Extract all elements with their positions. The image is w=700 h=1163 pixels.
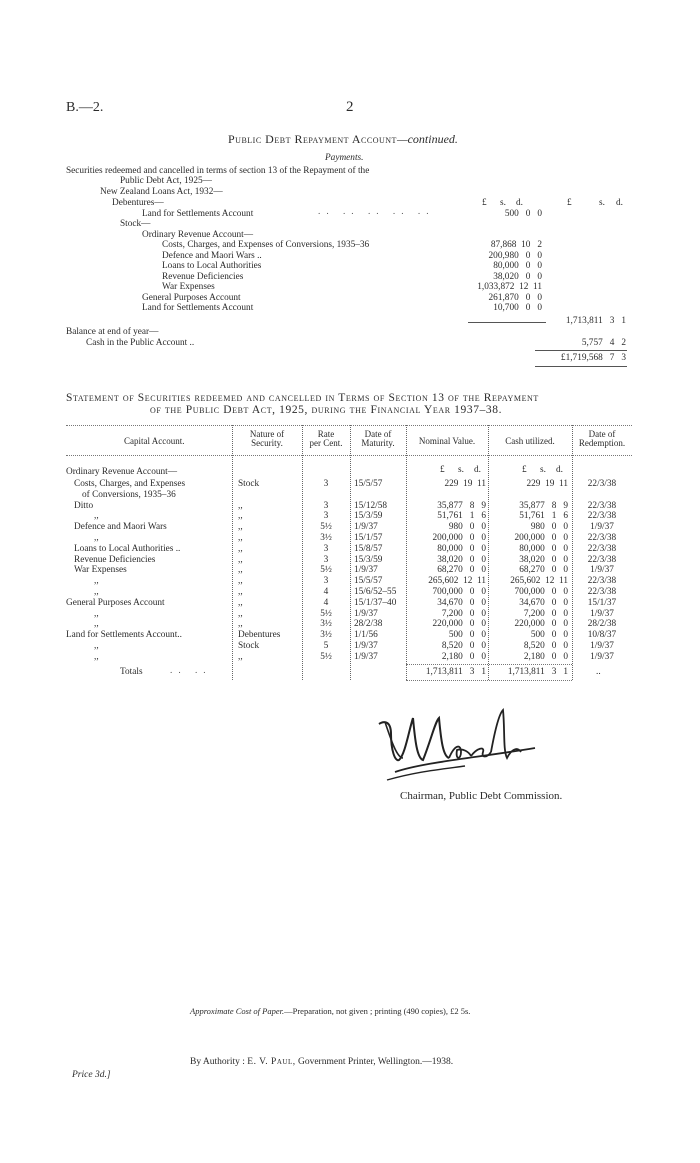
cell-redemption-date: 1/9/37 [590,651,614,662]
document-reference: B.—2. [66,100,104,115]
cell-cash-utilized: 68,270 0 0 [519,565,568,576]
cell-maturity: 15/3/59 [354,511,383,522]
cell-cash-utilized: 34,670 0 0 [519,597,568,608]
cell-capital-account: Ditto [74,500,94,511]
totals-redemption: .. [596,667,601,677]
table-top-rule [66,425,632,426]
header-capital-account: Capital Account. [124,436,185,446]
cell-rate: 4 [323,597,329,608]
cell-redemption-date: 22/3/38 [587,587,617,597]
cell-redemption-date: 22/3/38 [587,543,617,554]
cell-cash-utilized: 38,020 0 0 [519,554,568,565]
leader-dots: .. .. .. .. .. [318,207,435,217]
col-s-2: s. [599,198,605,208]
page-title [228,132,458,147]
cell-maturity: 1/1/56 [354,630,378,641]
cell-redemption-date: 1/9/37 [590,608,614,619]
land-settlements-label-2: Land for Settlements Account [142,303,254,313]
table-header-rule [66,455,632,456]
cell-redemption-date: 1/9/37 [590,641,614,651]
cell-rate: 3 [323,511,329,522]
cell-nominal-value: 8,520 0 0 [441,641,486,651]
payment-line-amount: 38,020 0 0 [493,272,542,282]
cell-redemption-date: 1/9/37 [590,522,614,533]
cell-cash-utilized: 51,761 1 6 [519,511,568,522]
land-settlements-amount-2: 10,700 0 0 [493,303,542,313]
cell-nature: ,, [238,608,243,619]
col-s-1: s. [500,198,506,208]
cell-nominal-value: 80,000 0 0 [437,543,486,554]
authority-line [190,1057,453,1067]
cell-rate: 4 [323,587,329,597]
cell-capital-account: Revenue Deficiencies [74,554,156,565]
cell-nature: ,, [238,500,243,511]
cell-rate: 3½ [320,619,332,630]
cell-cash-utilized: 2,180 0 0 [523,651,568,662]
cell-rate: 3 [323,543,329,554]
cell-rate: 3 [323,479,329,489]
cell-cash-utilized: 980 0 0 [530,522,568,533]
cell-nominal-value: 229 19 11 [444,479,486,489]
cell-maturity: 15/1/37–40 [354,597,397,608]
cell-capital-account: of Conversions, 1935–36 [82,489,176,500]
cell-rate: 5 [323,641,329,651]
cell-nominal-value: 500 0 0 [448,630,486,641]
cell-maturity: 1/9/37 [354,565,378,576]
cell-nature: ,, [238,565,243,576]
cell-maturity: 15/5/57 [354,576,383,587]
cell-nature: ,, [238,576,243,587]
cell-capital-account: ,, [94,576,99,587]
cell-cash-utilized: 200,000 0 0 [514,533,568,543]
authority-rest: Government Printer, Wellington.—1938. [297,1057,454,1067]
cell-maturity: 15/1/57 [354,533,383,543]
cell-maturity: 1/9/37 [354,651,378,662]
totals-rule-bottom [406,680,572,681]
payment-line-amount: 1,033,872 12 11 [477,282,542,292]
cell-rate: 3 [323,500,329,511]
cell-redemption-date: 22/3/38 [587,479,617,489]
cash-label: Cash in the Public Account .. [86,338,195,348]
cell-maturity: 1/9/37 [354,522,378,533]
payments-subtotal: 1,713,811 3 1 [565,316,626,326]
land-settlements-amount: 500 0 0 [504,209,542,219]
cell-cash-utilized: 8,520 0 0 [523,641,568,651]
cell-capital-account: ,, [94,641,99,651]
cell-redemption-date: 22/3/38 [587,554,617,565]
totals-dots: .. .. [170,666,212,676]
cell-nominal-value: 700,000 0 0 [432,587,486,597]
cell-cash-utilized: 700,000 0 0 [514,587,568,597]
cell-nature: ,, [238,597,243,608]
cell-cash-utilized: 80,000 0 0 [519,543,568,554]
statement-title-2: of the Public Debt Act, 1925, during the Financial Year 1937–38. [150,404,503,416]
cell-nominal-value: 265,602 12 11 [428,576,486,587]
unit-s: s. [458,465,464,475]
cell-maturity: 15/12/58 [354,500,388,511]
cell-redemption-date: 22/3/38 [587,533,617,543]
col-pound-1: £ [482,198,487,208]
col-pound-2: £ [567,198,572,208]
title-main: Public Debt Repayment Account [228,132,397,146]
header-nature-1: Nature of [249,429,285,439]
cell-rate: 5½ [320,522,332,533]
cell-nature: ,, [238,543,243,554]
payment-line-label: Defence and Maori Wars .. [162,251,262,261]
nz-loans-act: New Zealand Loans Act, 1932— [100,187,223,197]
unit-d: d. [556,465,563,475]
cell-maturity: 15/8/57 [354,543,383,554]
cell-rate: 3 [323,554,329,565]
cell-redemption-date: 15/1/37 [587,597,617,608]
header-rate-2: per Cent. [309,438,343,448]
payments-intro-1: Securities redeemed and cancelled in terms of section 13 of the Repayment of the [66,166,370,176]
unit-pound: £ [522,465,527,475]
cell-capital-account: Defence and Maori Wars [74,522,167,533]
cell-nature: Debentures [238,630,281,641]
cell-cash-utilized: 229 19 11 [526,479,568,489]
payments-heading: Payments. [325,153,364,163]
cell-redemption-date: 28/2/38 [587,619,617,630]
cell-redemption-date: 1/9/37 [590,565,614,576]
cost-note [190,1006,470,1016]
cell-nature: ,, [238,587,243,597]
section-label-ordinary-revenue: Ordinary Revenue Account— [66,467,178,477]
header-maturity-2: Maturity. [361,438,395,448]
unit-pound: £ [440,465,445,475]
cell-cash-utilized: 35,877 8 9 [519,500,568,511]
balance-label: Balance at end of year— [66,327,159,337]
cell-capital-account: ,, [94,608,99,619]
cell-redemption-date: 10/8/37 [587,630,617,641]
general-purposes-amount: 261,870 0 0 [488,293,542,303]
cell-nominal-value: 2,180 0 0 [441,651,486,662]
cell-capital-account: War Expenses [74,565,127,576]
cell-maturity: 28/2/38 [354,619,383,630]
cell-maturity: 15/5/57 [354,479,383,489]
cell-nominal-value: 34,670 0 0 [437,597,486,608]
cell-maturity: 15/6/52–55 [354,587,397,597]
cell-redemption-date: 22/3/38 [587,511,617,522]
stock-label: Stock— [120,219,151,229]
cell-capital-account: ,, [94,587,99,597]
page-number: 2 [346,99,354,115]
header-rate-1: Rate [317,429,335,439]
header-nature-2: Security. [251,438,283,448]
cell-maturity: 1/9/37 [354,641,378,651]
title-suffix: —continued. [396,132,458,146]
cell-rate: 5½ [320,565,332,576]
cell-capital-account: Land for Settlements Account.. [66,630,182,641]
header-maturity-1: Date of [364,429,392,439]
cell-nature: ,, [238,554,243,565]
col-d-2: d. [616,198,623,208]
cell-maturity: 1/9/37 [354,608,378,619]
printer-name: E. V. Paul, [247,1057,296,1067]
cell-capital-account: ,, [94,511,99,522]
header-cash-utilized: Cash utilized. [505,436,555,446]
ordinary-revenue-label: Ordinary Revenue Account— [142,230,254,240]
cell-nominal-value: 7,200 0 0 [441,608,486,619]
cell-rate: 3½ [320,630,332,641]
debentures-label: Debentures— [112,198,164,208]
totals-rule-top [406,664,572,665]
cell-nature: ,, [238,619,243,630]
payment-line-label: Costs, Charges, and Expenses of Conversions, 1935–36 [162,240,370,250]
cash-amount: 5,757 4 2 [581,338,626,348]
totals-nominal: 1,713,811 3 1 [425,667,486,677]
cell-cash-utilized: 500 0 0 [530,630,568,641]
payment-line-label: Revenue Deficiencies [162,272,244,282]
cell-capital-account: General Purposes Account [66,597,165,608]
cell-capital-account: Costs, Charges, and Expenses [74,479,186,489]
totals-cash: 1,713,811 3 1 [507,667,568,677]
cell-maturity: 15/3/59 [354,554,383,565]
payment-line-amount: 80,000 0 0 [493,261,542,271]
cell-rate: 5½ [320,651,332,662]
signature-image [365,700,565,785]
header-redemption-2: Redemption. [578,438,626,448]
cell-redemption-date: 22/3/38 [587,500,617,511]
cell-nature: Stock [238,641,260,651]
cell-nominal-value: 980 0 0 [448,522,486,533]
cell-cash-utilized: 7,200 0 0 [523,608,568,619]
cell-nominal-value: 68,270 0 0 [437,565,486,576]
cell-rate: 5½ [320,608,332,619]
payments-intro-2: Public Debt Act, 1925— [120,176,212,186]
col-d-1: d. [516,198,523,208]
land-settlements-label: Land for Settlements Account [142,209,254,219]
totals-label: Totals [120,667,143,677]
cell-nominal-value: 35,877 8 9 [437,500,486,511]
cell-capital-account: ,, [94,533,99,543]
col-divider [350,425,351,680]
payments-grand-total: £1,719,568 7 3 [560,353,626,363]
signatory-title: Chairman, Public Debt Commission. [400,790,563,802]
cell-nominal-value: 220,000 0 0 [432,619,486,630]
cell-nature: ,, [238,511,243,522]
cell-nominal-value: 51,761 1 6 [437,511,486,522]
total-rule-top [535,350,627,351]
cell-nominal-value: 38,020 0 0 [437,554,486,565]
cell-nature: ,, [238,533,243,543]
cost-note-label: Approximate Cost of Paper. [190,1006,285,1016]
cost-note-text: —Preparation, not given ; printing (490 copies), £2 5s. [284,1006,471,1016]
payment-line-label: Loans to Local Authorities [162,261,262,271]
price-note: Price 3d.] [72,1070,111,1080]
payment-line-amount: 87,868 10 2 [490,240,542,250]
cell-redemption-date: 22/3/38 [587,576,617,587]
cell-nature: ,, [238,522,243,533]
total-rule-bottom [535,366,627,367]
cell-capital-account: ,, [94,619,99,630]
unit-s: s. [540,465,546,475]
cell-capital-account: ,, [94,651,99,662]
authority-prefix: By Authority : [190,1057,245,1067]
cell-rate: 3 [323,576,329,587]
payment-line-amount: 200,980 0 0 [488,251,542,261]
payment-line-label: War Expenses [162,282,215,292]
header-nominal-value: Nominal Value. [418,436,476,446]
header-redemption-1: Date of [588,429,616,439]
cell-nominal-value: 200,000 0 0 [432,533,486,543]
cell-nature: Stock [238,479,260,489]
cell-cash-utilized: 220,000 0 0 [514,619,568,630]
statement-title-1: Statement of Securities redeemed and cancelled in Terms of Section 13 of the Repayment [66,392,539,404]
cell-nature: ,, [238,651,243,662]
cell-capital-account: Loans to Local Authorities .. [74,543,181,554]
unit-d: d. [474,465,481,475]
cell-cash-utilized: 265,602 12 11 [510,576,568,587]
general-purposes-label: General Purposes Account [142,293,241,303]
cell-rate: 3½ [320,533,332,543]
